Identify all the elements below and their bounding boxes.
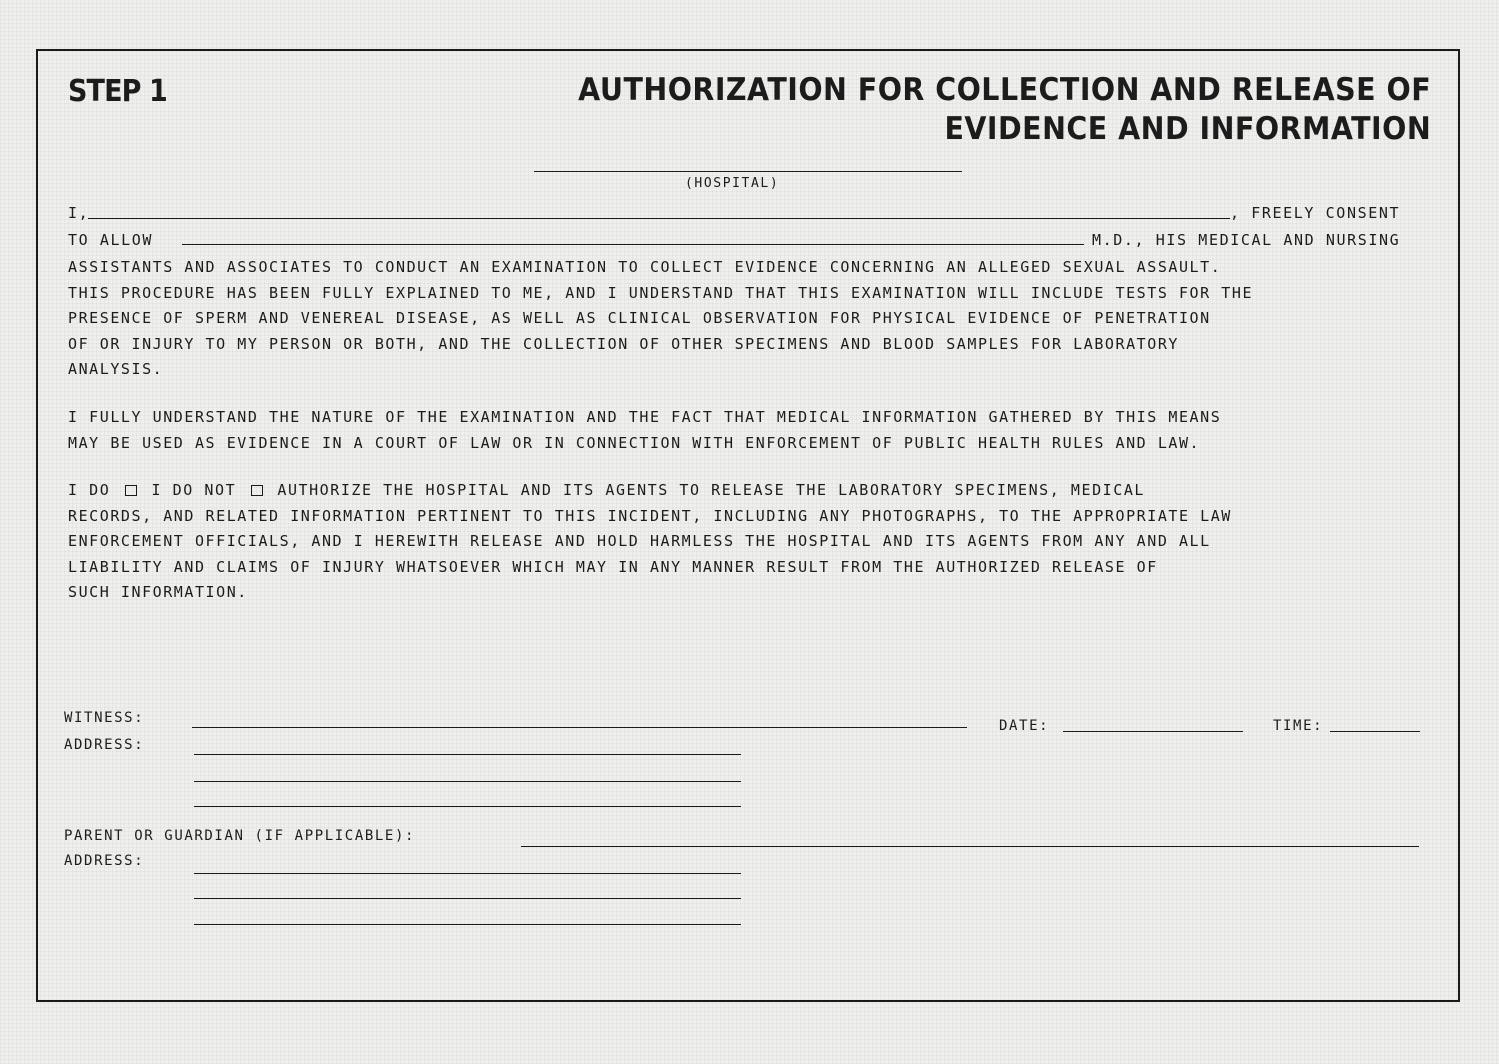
understanding-row: I FULLY UNDERSTAND THE NATURE OF THE EXAMINATION AND THE FACT THAT MEDICAL INFORMATION GATHERED BY THIS MEANS [68, 408, 1222, 426]
consent-line2-end: M.D., HIS MEDICAL AND NURSING [1092, 231, 1401, 249]
witness-address-label: ADDRESS: [64, 737, 145, 753]
witness-label: WITNESS: [64, 710, 145, 726]
authorization-first-row [68, 478, 1438, 504]
form-title-line-2: EVIDENCE AND INFORMATION [944, 111, 1431, 147]
do-checkbox[interactable] [125, 485, 137, 496]
consent-line2-start: TO ALLOW [68, 231, 154, 249]
do-label: I DO [68, 481, 111, 499]
step-label: STEP 1 [68, 74, 167, 109]
hospital-label: (HOSPITAL) [685, 176, 780, 191]
consent-row: ANALYSIS. [68, 360, 164, 378]
do-not-checkbox[interactable] [251, 485, 263, 496]
consent-row: PRESENCE OF SPERM AND VENEREAL DISEASE, AS WELL AS CLINICAL OBSERVATION FOR PHYSICAL EVIDENCE OF PENETRATION [68, 309, 1211, 327]
consent-paragraph [68, 255, 1438, 383]
consent-row: ASSISTANTS AND ASSOCIATES TO CONDUCT AN EXAMINATION TO COLLECT EVIDENCE CONCERNING AN ALLEGED SEXUAL ASSAULT. [68, 258, 1222, 276]
witness-address-line-2[interactable] [194, 781, 741, 782]
understanding-paragraph [68, 405, 1438, 456]
guardian-address-line-1[interactable] [194, 873, 741, 874]
hospital-field[interactable] [534, 171, 962, 172]
authorization-row: SUCH INFORMATION. [68, 583, 248, 601]
witness-address-line-3[interactable] [194, 806, 741, 807]
witness-address-line-1[interactable] [194, 754, 741, 755]
consent-row: OF OR INJURY TO MY PERSON OR BOTH, AND THE COLLECTION OF OTHER SPECIMENS AND BLOOD SAMPLES FOR LABORATORY [68, 334, 1179, 353]
authorization-first-row-text: AUTHORIZE THE HOSPITAL AND ITS AGENTS TO RELEASE THE LABORATORY SPECIMENS, MEDICAL [277, 481, 1145, 499]
guardian-label: PARENT OR GUARDIAN (IF APPLICABLE): [64, 828, 416, 844]
authorization-paragraph [68, 478, 1438, 606]
consent-line1-end: , FREELY CONSENT [1230, 204, 1401, 222]
guardian-field[interactable] [521, 846, 1419, 847]
form-title [578, 71, 1431, 149]
authorization-row: RECORDS, AND RELATED INFORMATION PERTINENT TO THIS INCIDENT, INCLUDING ANY PHOTOGRAPHS, TO THE APPROPRIATE LAW [68, 506, 1232, 525]
date-label: DATE: [999, 718, 1050, 734]
witness-field[interactable] [192, 727, 967, 728]
patient-name-field[interactable] [88, 218, 1230, 219]
understanding-row: MAY BE USED AS EVIDENCE IN A COURT OF LAW OR IN CONNECTION WITH ENFORCEMENT OF PUBLIC HEALTH RULES AND LAW. [68, 433, 1201, 452]
form-title-line-1: AUTHORIZATION FOR COLLECTION AND RELEASE OF [578, 72, 1431, 108]
do-not-label: I DO NOT [151, 481, 237, 499]
consent-row: THIS PROCEDURE HAS BEEN FULLY EXPLAINED TO ME, AND I UNDERSTAND THAT THIS EXAMINATION WILL INCLUDE TESTS FOR THE [68, 283, 1254, 302]
authorization-row: ENFORCEMENT OFFICIALS, AND I HEREWITH RELEASE AND HOLD HARMLESS THE HOSPITAL AND ITS AGENTS FROM ANY AND ALL [68, 532, 1211, 550]
guardian-address-label: ADDRESS: [64, 853, 145, 869]
consent-line1-start: I, [68, 204, 90, 222]
time-label: TIME: [1273, 718, 1324, 734]
time-field[interactable] [1330, 731, 1420, 732]
date-field[interactable] [1063, 731, 1243, 732]
authorization-row: LIABILITY AND CLAIMS OF INJURY WHATSOEVER WHICH MAY IN ANY MANNER RESULT FROM THE AUTHORIZED RELEASE OF [68, 557, 1158, 576]
physician-name-field[interactable] [182, 244, 1084, 245]
guardian-address-line-2[interactable] [194, 898, 741, 899]
guardian-address-line-3[interactable] [194, 924, 741, 925]
